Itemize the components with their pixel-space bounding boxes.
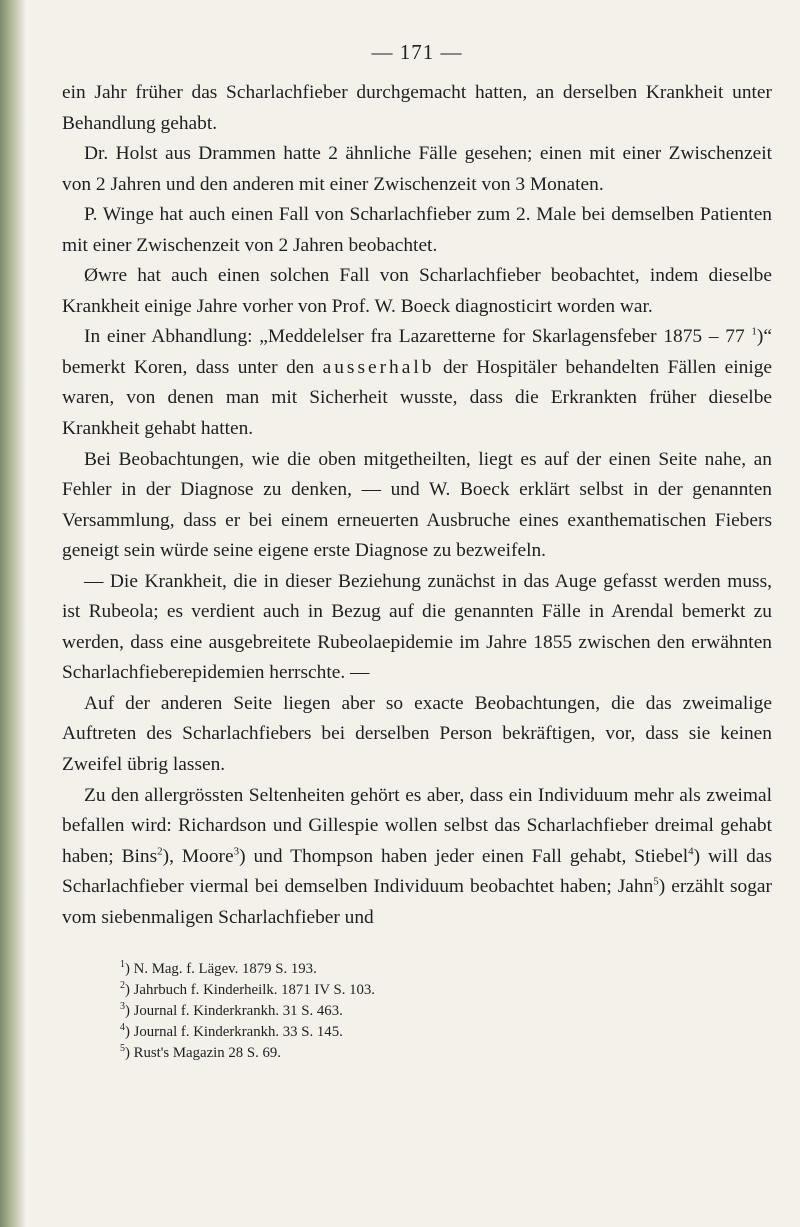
- text-run: P. Winge hat auch einen Fall von Scharlachfieber zum 2. Male bei demselben Patienten mit einer Zwischenzeit von 2 Jahren beobachtet.: [62, 204, 772, 256]
- text-run: In einer Abhandlung: „Meddelelser fra Lazaretterne for Skarlagensfeber 1875 – 77: [84, 326, 752, 348]
- book-page: [62, 40, 772, 1064]
- footnote: [120, 1022, 772, 1043]
- text-run: Zu den allergrössten Seltenheiten gehört es aber, dass ein Individuum mehr als zweimal befallen wird: Richardson und Gillespie wollen selbst das Scharlachfieber dreimal gehabt haben; Bins: [62, 784, 772, 867]
- text-run: )“ bemerkt Koren, dass unter den: [62, 326, 772, 378]
- text-run: ) und Thompson haben jeder einen Fall gehabt, Stiebel: [239, 845, 689, 867]
- body-text: [62, 78, 772, 933]
- footnote: [120, 1043, 772, 1064]
- text-run: ) will das Scharlachfieber viermal bei demselben Individuum beobachtet haben; Jahn: [62, 845, 772, 898]
- footnote-number: 3: [120, 1001, 125, 1013]
- text-run: Øwre hat auch einen solchen Fall von Scharlachfieber beobachtet, indem dieselbe Krankheit einige Jahre vorher von Prof. W. Boeck diagnosticirt worden war.: [62, 265, 772, 317]
- footnote-number: 2: [120, 980, 125, 992]
- text-run: Auf der anderen Seite liegen aber so exacte Beobachtungen, die das zweimalige Auftreten des Scharlachfiebers bei derselben Person bekräftigen, vor, dass sie keinen Zweifel übrig lassen.: [62, 692, 772, 776]
- paragraph: [62, 689, 772, 781]
- paragraph: [62, 261, 772, 322]
- footnote-marker: 1: [751, 325, 757, 338]
- footnote-marker: 3: [233, 845, 240, 858]
- footnote-text: ) Journal f. Kinderkrankh. 33 S. 145.: [125, 1024, 343, 1041]
- footnote-text: ) Rust's Magazin 28 S. 69.: [125, 1045, 281, 1062]
- footnotes: [62, 959, 772, 1064]
- footnote: [120, 980, 772, 1001]
- page-binding-shadow: [0, 0, 26, 1227]
- text-run: Bei Beobachtungen, wie die oben mitgetheilten, liegt es auf der einen Seite nahe, an Fehler in der Diagnose zu denken, — und W. Boeck erklärt selbst in der genannten Versammlung, dass er bei einem erneuerten Ausbruche eines exanthematischen Fiebers geneigt sein würde seine eigene erste Diagnose zu bezweifeln.: [62, 448, 772, 562]
- text-run: ) erzählt sogar vom siebenmaligen Scharlachfieber und: [62, 876, 772, 928]
- footnote: [120, 959, 772, 980]
- paragraph: [62, 322, 772, 444]
- text-run: Dr. Holst aus Drammen hatte 2 ähnliche Fälle gesehen; einen mit einer Zwischenzeit von 2 Jahren und den anderen mit einer Zwischenzeit von 3 Monaten.: [62, 143, 772, 195]
- paragraph: [62, 781, 772, 934]
- footnote-marker: 2: [157, 845, 163, 858]
- paragraph: [62, 78, 772, 139]
- footnote-text: ) N. Mag. f. Lägev. 1879 S. 193.: [125, 961, 317, 978]
- emphasized-text: ausserhalb: [322, 356, 435, 378]
- footnote-text: ) Jahrbuch f. Kinderheilk. 1871 IV S. 103.: [125, 982, 376, 999]
- text-run: — Die Krankheit, die in dieser Beziehung zunächst in das Auge gefasst werden muss, ist Rubeola; es verdient auch in Bezug auf die genannten Fälle in Arendal bemerkt zu werden, dass eine ausgebreitete Rubeolaepidemie im Jahre 1855 zwischen den erwähnten Scharlachfieberepidemien herrschte. —: [62, 570, 772, 684]
- paragraph: [62, 139, 772, 200]
- footnote-number: 4: [120, 1022, 125, 1034]
- text-run: der Hospitäler behandelten Fällen einige waren, von denen man mit Sicherheit wusste, dass die Erkrankten früher dieselbe Krankheit gehabt hatten.: [62, 356, 773, 440]
- footnote-marker: 4: [688, 845, 694, 858]
- text-run: ein Jahr früher das Scharlachfieber durchgemacht hatten, an derselben Krankheit unter Behandlung gehabt.: [62, 82, 772, 134]
- paragraph: [62, 200, 772, 261]
- footnote-number: 1: [120, 959, 125, 971]
- paragraph: [62, 567, 772, 689]
- footnote-text: ) Journal f. Kinderkrankh. 31 S. 463.: [125, 1003, 343, 1020]
- paragraph: [62, 445, 772, 567]
- text-run: ), Moore: [162, 845, 234, 867]
- page-number: — 171 —: [371, 40, 463, 64]
- footnote-marker: 5: [653, 875, 659, 888]
- footnote-number: 5: [120, 1043, 125, 1055]
- footnote: [120, 1001, 772, 1022]
